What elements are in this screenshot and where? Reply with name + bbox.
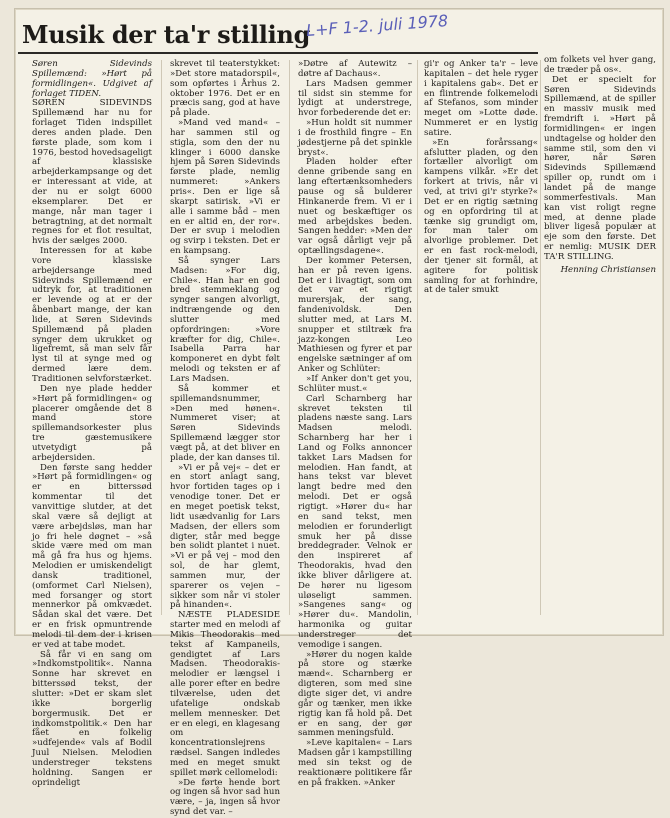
paragraph: Så synger Lars Madsen: »For dig, Chile«. Han har en god bred stemmeklang og synger sangen alvorligt, indtrængende og den slutter med opfordringen: »Vore kræfter for dig, Chile«. Isabella Parra har komponeret en dybt følt melodi og teksten er af Lars Madsen.	[170, 255, 280, 384]
paragraph: NÆSTE PLADESIDE starter med en melodi af Mikis Theodorakis med tekst af Kampaneils, gendigtet af Lars Madsen. Theodorakis-melodier er længsel i alle porer efter en bedre tilværelse, uden det ufatelige ondskab mellem mennesker. Det er en elegi, en klagesang om koncentrationslejrens rædsel. Sangen indledes med en meget smukt spillet mørk cellomelodi:	[170, 610, 280, 778]
column-divider	[161, 60, 162, 615]
paragraph: Carl Scharnberg har skrevet teksten til pladens næste sang. Lars Madsen melodi. Scharnberg har her i Land og Folks annoncer takket Lars Madsen for melodien. Han fandt, at hans tekst var blevet langt bedre med den melodi. Det er også rigtigt. »Hører du« har en sand tekst, men melodien er forunderligt smuk her på disse breddegrader. Velnok er den inspireret af Theodorakis, hvad den ikke bliver dårligere at. De hører nu ligesom uløseligt sammen. »Sangenes sang« og »Hører du«. Mandolin, harmonika og guitar understreger det vemodige i sangen.	[298, 393, 412, 650]
paragraph: »En forårssang« afslutter pladen, og den fortæller alvorligt om kampens vilkår. »Er det forkert at trivis, når vi ved, at trivi gi'r styrke?« Det er en rigtig sætning og en opfordring til at tænke sig grundigt om, for man taler om alvorlige problemer. Det er en fast rock-melodi, der tjener sit formål, at agitere for politisk samling for at forhindre, at de taler smukt	[424, 137, 538, 296]
handwritten-note: L+F 1-2. juli 1978	[305, 11, 449, 40]
column-divider	[417, 60, 418, 615]
paragraph: »Hører du nogen kalde på store og stærke mænd«. Scharnberg er digteren, som med sine digte siger det, vi andre går og tænker, men ikke rigtig kan få hold på. Det er en sang, der gør sammen meningsfuld.	[298, 649, 412, 739]
paragraph: Pladen holder efter denne gribende sang en lang eftertænksomheders pause og så bulderer Hinkanerde frem. Vi er i nuet og beskæftiger os med arbejdskes beden. Sangen hedder: »Men der var også dårligt vejr på optællingsdagene«.	[298, 157, 412, 257]
paragraph: Lars Madsen gemmer til sidst sin stemme for lydigt at understrege, hvor forbederende det er:	[298, 78, 412, 119]
paragraph: SØREN SIDEVINDS Spillemænd har nu for forlaget Tiden indspillet deres anden plade. Den første plade, som kom i 1976, bestod hovedsageligt af klassiske arbejderkampsange og det er interessant at vide, at der nu er solgt 6000 eksemplarer. Det er mange, når man tager i betragtning, at det normalt regnes for et flot resultat, hvis der sælges 2000.	[32, 98, 152, 247]
article-column-4	[424, 60, 538, 296]
paragraph: Det er specielt for Søren Sidevinds Spillemænd, at de spiller en massiv musik med fremdrift i. »Hørt på formidlingen« er ingen undtagelse og holder den samme stil, som den vi hører, når Søren Sidevinds Spillemænd spiller op, rundt om i landet på de mange sommerfestivals. Man kan vist roligt regne med, at denne plade bliver ligeså populær at eje som den første. Det er nemlig: MUSIK DER TA'R STILLING.	[544, 74, 656, 262]
paragraph: »Vi er på vej« – det er en stort anlagt sang, hvor fortiden tages op i venodige toner. Det er en meget poetisk tekst, lidt usædvanlig for Lars Madsen, der ellers som digter, står med begge ben solidt plantet i nuet. »Vi er på vej – mod den sol, de har glemt, sammen mur, der sparerer os vejen – sikker som når vi stoler på hinanden«.	[170, 462, 280, 611]
column-divider	[289, 60, 290, 615]
paragraph: gi'r og Anker ta'r – leve kapitalen – det hele ryger i kapitalens gab«. Det er en flintrende folkemelodi af Stefanos, som minder meget om »Lotte døde. Nummeret er en lystig satire.	[424, 59, 538, 138]
article-column-3	[298, 60, 412, 788]
paragraph: Den første sang hedder »Hørt på formidlingen« og er en bitterssød kommentar til det vanvittige slutder, at det skal være så dejligt at være arbejdsløs, man har jo fri hele døgnet – »så skide være med om man må gå fra hus og hjems. Melodien er umiskendeligt dansk traditionel, (omformet Carl Nielsen), med forsanger og stort mennerkor på omkvædet. Sådan skal det være. Det er en frisk opmuntrende melodi til dem der i krisen er ved at tabe modet.	[32, 462, 152, 650]
paragraph: »Leve kapitalen« – Lars Madsen går i kampstilling med sin tekst og de reaktionære politikere får en på frakken. »Anker	[298, 738, 413, 788]
paragraph: Den nye plade hedder »Hørt på formidlingen« og placerer omgående det 8 mand store spillemandsorkester plus tre gæstemusikere utvetydigt på arbejdersiden.	[32, 383, 152, 463]
article-column-5	[544, 56, 656, 276]
paragraph: Så kommer et spillemandsnummer, »Den med hønen«. Nummeret viser; at Søren Sidevinds Spillemænd lægger stor vægt på, at det bliver en plade, der kan danses til.	[170, 383, 280, 463]
paragraph: om folkets vel hver gang, de træder på os«.	[544, 55, 656, 75]
article-lead: Søren Sidevinds Spillemænd: »Hørt på formidlingen«. Udgivet af forlaget TIDEN.	[32, 59, 152, 99]
paragraph: »Døtre af Autewitz – døtre af Dachaus«.	[298, 59, 412, 79]
column-divider	[540, 60, 541, 615]
author-signature: Henning Christiansen	[560, 264, 656, 275]
paragraph: Interessen for at købe vore klassiske arbejdersange med Sidevinds Spillemænd er udtryk for, at traditionen er levende og at er der åbenbart mange, der kan lide, at Søren Sidevinds Spillemænd på pladen synger dem ukrukket og ligefremt, så man selv får lyst til at synge med og dermed lære dem. Traditionen selvforstærket.	[32, 246, 152, 384]
article-column-1	[32, 60, 152, 788]
paragraph: »Hun holdt sit nummer i de frosthild fingre – En jødestjerne på det spinkle bryst«.	[298, 118, 412, 158]
paragraph: »De førte hende bort og ingen så hvor sad hun være, – ja, ingen så hvor synd det var. –	[170, 777, 280, 818]
paragraph: »Mand ved mand« – har sammen stil og stigla, som den der nu klinger i 6000 danske hjem på Søren Sidevinds første plade, nemlig nummeret: »Ankers pris«. Den er lige så skarpt satirisk. »Vi er alle i samme båd – men en er altid en, der ror«. Der er svup i melodien og svirp i teksten. Det er en kampsang.	[170, 118, 280, 257]
paragraph: Så får vi en sang om »Indkomstpolitik«. Nanna Sonne har skrevet en bitterssød tekst, der slutter: »Det er skam slet ikke borgerlig borgermusik. Det er indkomstpolitik.« Den har fået en folkelig »udfejende« vals af Bodil Juul Nielsen. Melodien understreger tekstens holdning. Sangen er oprindeligt	[32, 649, 152, 788]
headline: Musik der ta'r stilling	[22, 20, 311, 49]
paragraph: Der kommer Petersen, han er på reven igens. Det er i livagtigt, som om det var et rigtigt murersjak, der sang, fandenivoldsk. Den slutter med, at Lars M. snupper et stiltræk fra jazz-kongen Leo Mathiesen og fyrer et par engelske sætninger af om Anker og Schlüter:	[298, 255, 412, 375]
article-column-2	[170, 60, 280, 818]
paragraph: »If Anker don't get you, Schlüter must.«	[298, 374, 412, 394]
headline-rule	[18, 52, 538, 54]
paragraph: skrevet til teaterstykket: »Det store matadorspil«, som opførtes i Århus 2. oktober 1976. Det er en præcis sang, god at have på plade.	[170, 59, 280, 119]
